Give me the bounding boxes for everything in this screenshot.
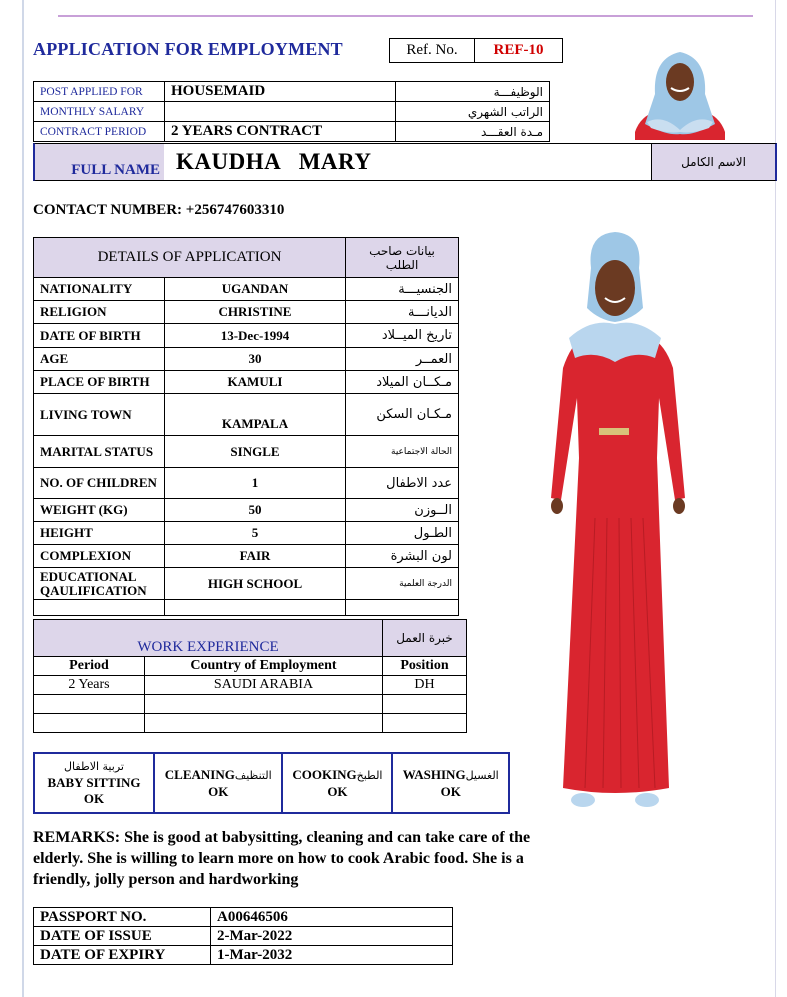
detail-value: UGANDAN [165, 278, 346, 301]
detail-label: PLACE OF BIRTH [34, 371, 165, 394]
full-body-photo [535, 228, 695, 816]
work-country [145, 695, 383, 714]
work-row [34, 695, 467, 714]
work-position [383, 695, 467, 714]
detail-row [34, 278, 459, 301]
detail-value: KAMPALA [165, 394, 346, 436]
detail-value: 50 [165, 499, 346, 522]
details-header-row [34, 238, 459, 278]
passport-table [33, 907, 453, 965]
contact-number: CONTACT NUMBER: +256747603310 [33, 202, 285, 218]
empty-cell [165, 600, 346, 616]
detail-arabic: الجنسيـــة [346, 278, 459, 301]
detail-row [34, 348, 459, 371]
contract-row [34, 122, 550, 142]
skill-name: WASHING [402, 766, 466, 782]
detail-arabic: العمــر [346, 348, 459, 371]
detail-arabic: الدرجة العلمية [346, 568, 459, 600]
skill-status: OK [83, 791, 105, 806]
work-row [34, 714, 467, 733]
post-info-table [33, 81, 550, 142]
detail-row [34, 371, 459, 394]
col-position: Position [383, 657, 467, 676]
skills-table [33, 752, 510, 814]
detail-label: COMPLEXION [34, 545, 165, 568]
salary-arabic: الراتب الشهري [396, 102, 550, 122]
skill-babysitting [34, 753, 154, 813]
detail-value: SINGLE [165, 436, 346, 468]
work-header-arabic: خبرة العمل [383, 620, 467, 657]
work-header: WORK EXPERIENCE [34, 620, 383, 657]
detail-row [34, 436, 459, 468]
detail-row [34, 522, 459, 545]
empty-cell [346, 600, 459, 616]
skill-arabic: الطبخ [356, 768, 383, 782]
detail-row [34, 545, 459, 568]
page-left-border [22, 0, 24, 997]
detail-label: AGE [34, 348, 165, 371]
work-position [383, 714, 467, 733]
work-period [34, 695, 145, 714]
post-value: HOUSEMAID [165, 82, 396, 102]
detail-arabic: الحالة الاجتماعية [346, 436, 459, 468]
details-header-arabic: بيانات صاحب الطلب [346, 238, 459, 278]
skills-row [34, 753, 509, 813]
passport-label: DATE OF EXPIRY [34, 946, 211, 965]
detail-row [34, 468, 459, 499]
detail-label: NO. OF CHILDREN [34, 468, 165, 499]
skill-arabic: تربية الاطفال [64, 760, 124, 773]
details-table [33, 237, 459, 616]
detail-value: FAIR [165, 545, 346, 568]
full-name-value: KAUDHA MARY [176, 149, 372, 174]
detail-value: HIGH SCHOOL [165, 568, 346, 600]
salary-value [165, 102, 396, 122]
detail-label: HEIGHT [34, 522, 165, 545]
detail-value: 30 [165, 348, 346, 371]
detail-label: EDUCATIONAL QAULIFICATION [34, 568, 165, 600]
passport-label: DATE OF ISSUE [34, 927, 211, 946]
work-position: DH [383, 676, 467, 695]
detail-label: LIVING TOWN [34, 394, 165, 436]
detail-arabic: مـكــان الميلاد [346, 371, 459, 394]
headshot-photo [633, 44, 727, 140]
contract-value: 2 YEARS CONTRACT [165, 122, 396, 142]
work-experience-table [33, 619, 467, 733]
remarks: REMARKS: She is good at babysitting, cleaning and can take care of the elderly. She is willing to learn more on how to cook Arabic food. She is a friendly, jolly person and hardworking [33, 829, 531, 888]
detail-label: NATIONALITY [34, 278, 165, 301]
skill-cooking [282, 753, 392, 813]
ref-value: REF-10 [493, 42, 544, 58]
work-column-header-row [34, 657, 467, 676]
skill-name: CLEANING [164, 766, 235, 782]
detail-arabic: مـكـان السكن [346, 394, 459, 436]
passport-row [34, 946, 453, 965]
detail-arabic: الديانـــة [346, 301, 459, 324]
passport-row [34, 908, 453, 927]
detail-label: WEIGHT (KG) [34, 499, 165, 522]
work-period [34, 714, 145, 733]
full-name-label: FULL NAME [35, 144, 164, 180]
detail-arabic: الطـول [346, 522, 459, 545]
detail-row [34, 568, 459, 600]
detail-row [34, 324, 459, 348]
passport-value: A00646506 [211, 908, 453, 927]
detail-value: 5 [165, 522, 346, 545]
salary-label: MONTHLY SALARY [34, 102, 165, 122]
passport-value: 1-Mar-2032 [211, 946, 453, 965]
detail-row [34, 301, 459, 324]
reference-box [389, 38, 563, 63]
detail-row [34, 394, 459, 436]
contract-label: CONTRACT PERIOD [34, 122, 165, 142]
detail-label: RELIGION [34, 301, 165, 324]
skill-washing [392, 753, 509, 813]
skill-status: OK [208, 783, 229, 799]
details-header: DETAILS OF APPLICATION [34, 238, 346, 278]
work-country [145, 714, 383, 733]
col-period: Period [34, 657, 145, 676]
passport-label: PASSPORT NO. [34, 908, 211, 927]
post-label: POST APPLIED FOR [34, 82, 165, 102]
detail-arabic: تاريخ الميــلاد [346, 324, 459, 348]
work-country: SAUDI ARABIA [145, 676, 383, 695]
work-row [34, 676, 467, 695]
detail-arabic: عدد الاطفال [346, 468, 459, 499]
header-divider [58, 15, 753, 17]
post-row [34, 82, 550, 102]
salary-row [34, 102, 550, 122]
skill-arabic: التنظيف [234, 768, 272, 782]
full-name-arabic: الاسم الكامل [651, 144, 775, 180]
col-country: Country of Employment [145, 657, 383, 676]
detail-label: DATE OF BIRTH [34, 324, 165, 348]
skill-status: OK [327, 783, 348, 799]
detail-arabic: الــوزن [346, 499, 459, 522]
post-arabic: الوظيفـــة [396, 82, 550, 102]
skill-name: COOKING [292, 766, 357, 782]
passport-value: 2-Mar-2022 [211, 927, 453, 946]
skill-status: OK [440, 783, 461, 799]
detail-arabic: لون البشرة [346, 545, 459, 568]
skill-arabic: الغسيل [465, 768, 499, 782]
detail-value: KAMULI [165, 371, 346, 394]
passport-row [34, 927, 453, 946]
detail-row [34, 499, 459, 522]
ref-label: Ref. No. [390, 39, 475, 62]
skill-cleaning [154, 753, 282, 813]
skill-name: BABY SITTING [47, 775, 141, 790]
page-title: APPLICATION FOR EMPLOYMENT [33, 39, 343, 59]
contract-arabic: مـدة العقـــد [396, 122, 550, 142]
detail-row-empty [34, 600, 459, 616]
empty-cell [34, 600, 165, 616]
detail-value: CHRISTINE [165, 301, 346, 324]
work-header-row [34, 620, 467, 657]
work-period: 2 Years [34, 676, 145, 695]
detail-label: MARITAL STATUS [34, 436, 165, 468]
detail-value: 13-Dec-1994 [165, 324, 346, 348]
detail-value: 1 [165, 468, 346, 499]
